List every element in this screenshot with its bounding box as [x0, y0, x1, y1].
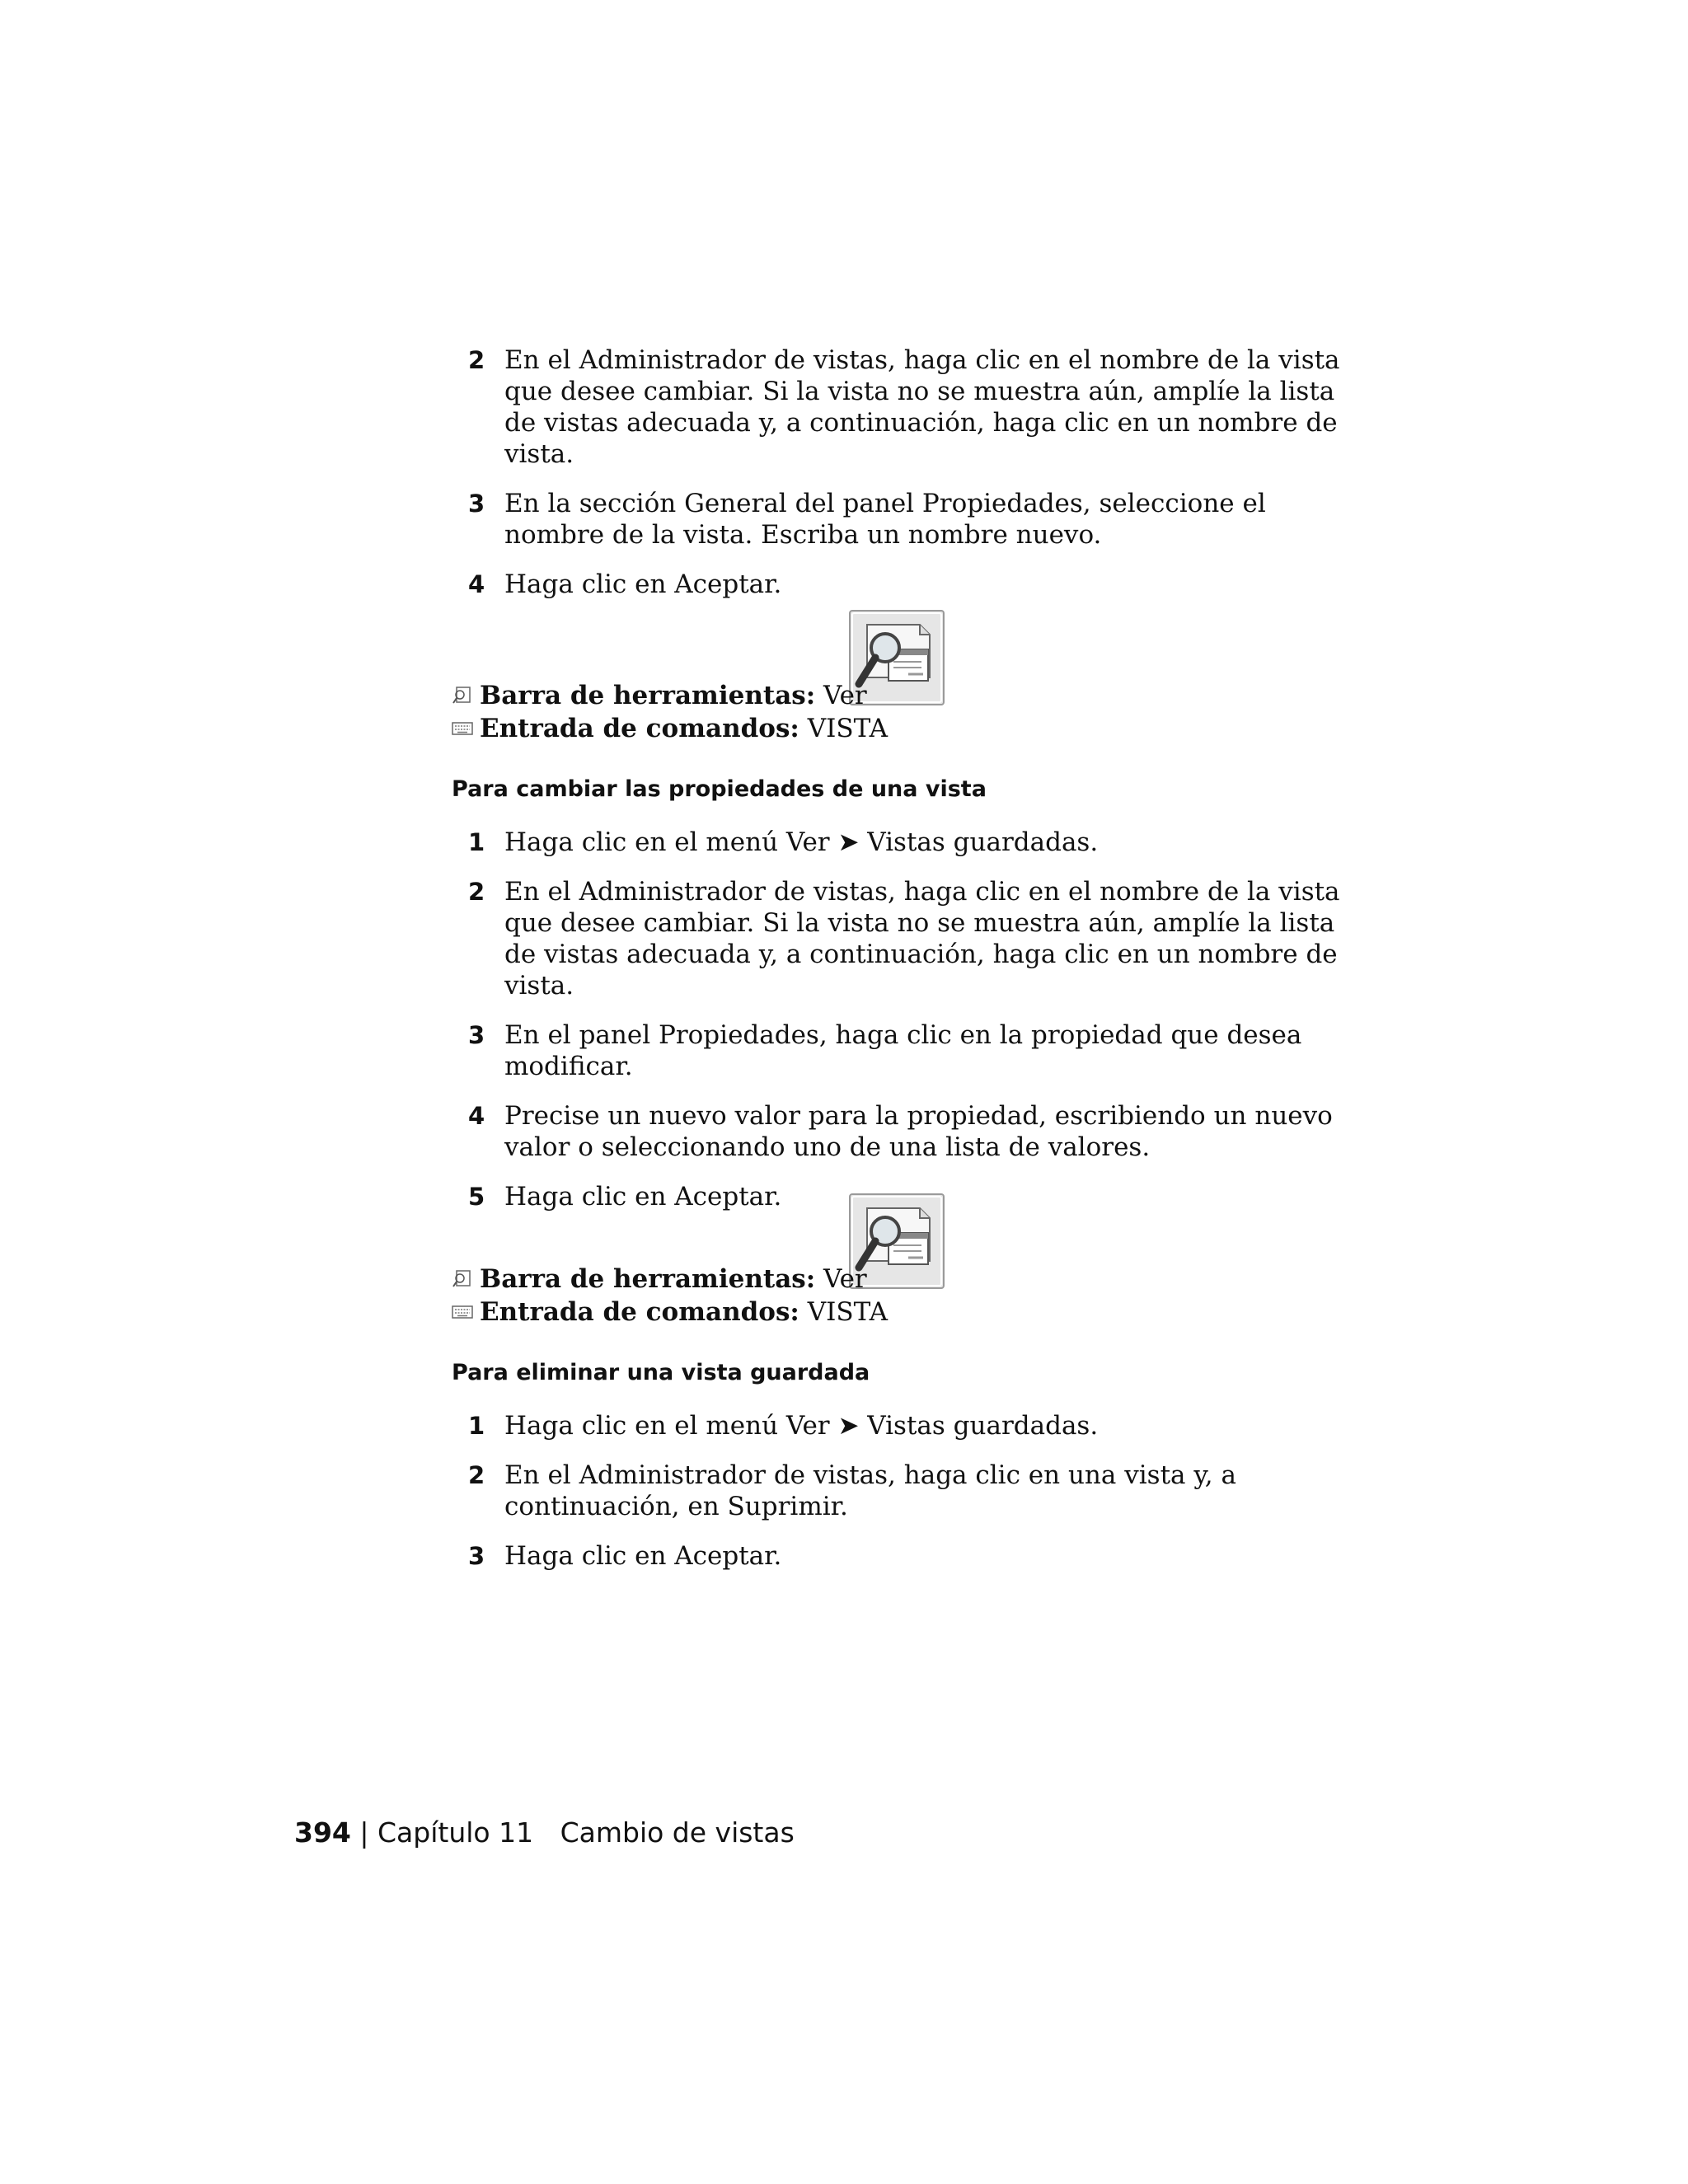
step-number: 1: [468, 828, 485, 856]
command-value: VISTA: [807, 1297, 888, 1327]
steps-list-delete: [452, 1410, 1367, 1590]
toolbar-label: Barra de herramientas:: [480, 1264, 816, 1294]
command-label: Entrada de comandos:: [480, 714, 799, 743]
step-text: En el Administrador de vistas, haga clic en una vista y, a continuación, en Suprimir.: [504, 1460, 1236, 1521]
chapter-title: Cambio de vistas: [560, 1816, 795, 1849]
section-heading: Para cambiar las propiedades de una vista: [452, 776, 987, 802]
step-number: 1: [468, 1412, 485, 1440]
step-number: 2: [468, 878, 485, 906]
toolbar-label: Barra de herramientas:: [480, 681, 816, 710]
step-number: 2: [468, 346, 485, 374]
step-number: 5: [468, 1183, 485, 1211]
footer-separator: |: [359, 1816, 369, 1849]
list-item: [452, 488, 1367, 551]
list-item: [452, 569, 1367, 600]
toolbar-value: Ver: [823, 681, 867, 710]
section-heading: Para eliminar una vista guardada: [452, 1360, 870, 1385]
page-number: 394: [294, 1816, 351, 1849]
step-text: Haga clic en Aceptar.: [504, 1182, 782, 1212]
toolbar-icon: [452, 685, 473, 706]
list-item: [452, 1540, 1367, 1572]
chapter-label: Capítulo 11: [377, 1816, 534, 1849]
keyboard-icon: [452, 718, 473, 739]
step-text: Haga clic en Aceptar.: [504, 1541, 782, 1571]
step-text: Haga clic en el menú Ver ➤ Vistas guardadas.: [504, 1411, 1099, 1441]
command-access-line: [452, 1296, 888, 1329]
command-label: Entrada de comandos:: [480, 1297, 799, 1327]
command-access-line: [452, 712, 888, 745]
command-value: VISTA: [807, 714, 888, 743]
step-text: Haga clic en el menú Ver ➤ Vistas guardadas.: [504, 827, 1099, 857]
list-item: [452, 827, 1367, 858]
step-text: En el Administrador de vistas, haga clic en el nombre de la vista que desee cambiar. Si la vista no se muestra aún, amplíe la lista de vistas adecuada y, a continuación, haga clic en un nombre de vista.: [504, 877, 1340, 1001]
steps-list-rename: [452, 344, 1367, 618]
step-number: 4: [468, 1102, 485, 1130]
toolbar-access-line: [452, 679, 867, 712]
step-text: Haga clic en Aceptar.: [504, 569, 782, 599]
keyboard-icon: [452, 1301, 473, 1323]
step-text: En el panel Propiedades, haga clic en la propiedad que desea modificar.: [504, 1020, 1302, 1081]
toolbar-icon: [452, 1268, 473, 1290]
step-number: 3: [468, 1542, 485, 1570]
step-number: 3: [468, 1021, 485, 1049]
steps-list-properties: [452, 827, 1367, 1230]
list-item: [452, 1019, 1367, 1082]
step-text: Precise un nuevo valor para la propiedad, escribiendo un nuevo valor o seleccionando uno de una lista de valores.: [504, 1101, 1333, 1162]
toolbar-access-line: [452, 1263, 867, 1296]
step-number: 2: [468, 1461, 485, 1489]
step-text: En el Administrador de vistas, haga clic en el nombre de la vista que desee cambiar. Si la vista no se muestra aún, amplíe la lista de vistas adecuada y, a continuación, haga clic en un nombre de vista.: [504, 345, 1340, 469]
step-number: 3: [468, 490, 485, 518]
toolbar-value: Ver: [823, 1264, 867, 1294]
list-item: [452, 1410, 1367, 1441]
step-text: En la sección General del panel Propiedades, seleccione el nombre de la vista. Escriba un nombre nuevo.: [504, 489, 1266, 550]
step-number: 4: [468, 570, 485, 598]
page-footer: [294, 1816, 795, 1849]
list-item: [452, 344, 1367, 470]
list-item: [452, 876, 1367, 1001]
list-item: [452, 1460, 1367, 1522]
list-item: [452, 1100, 1367, 1163]
